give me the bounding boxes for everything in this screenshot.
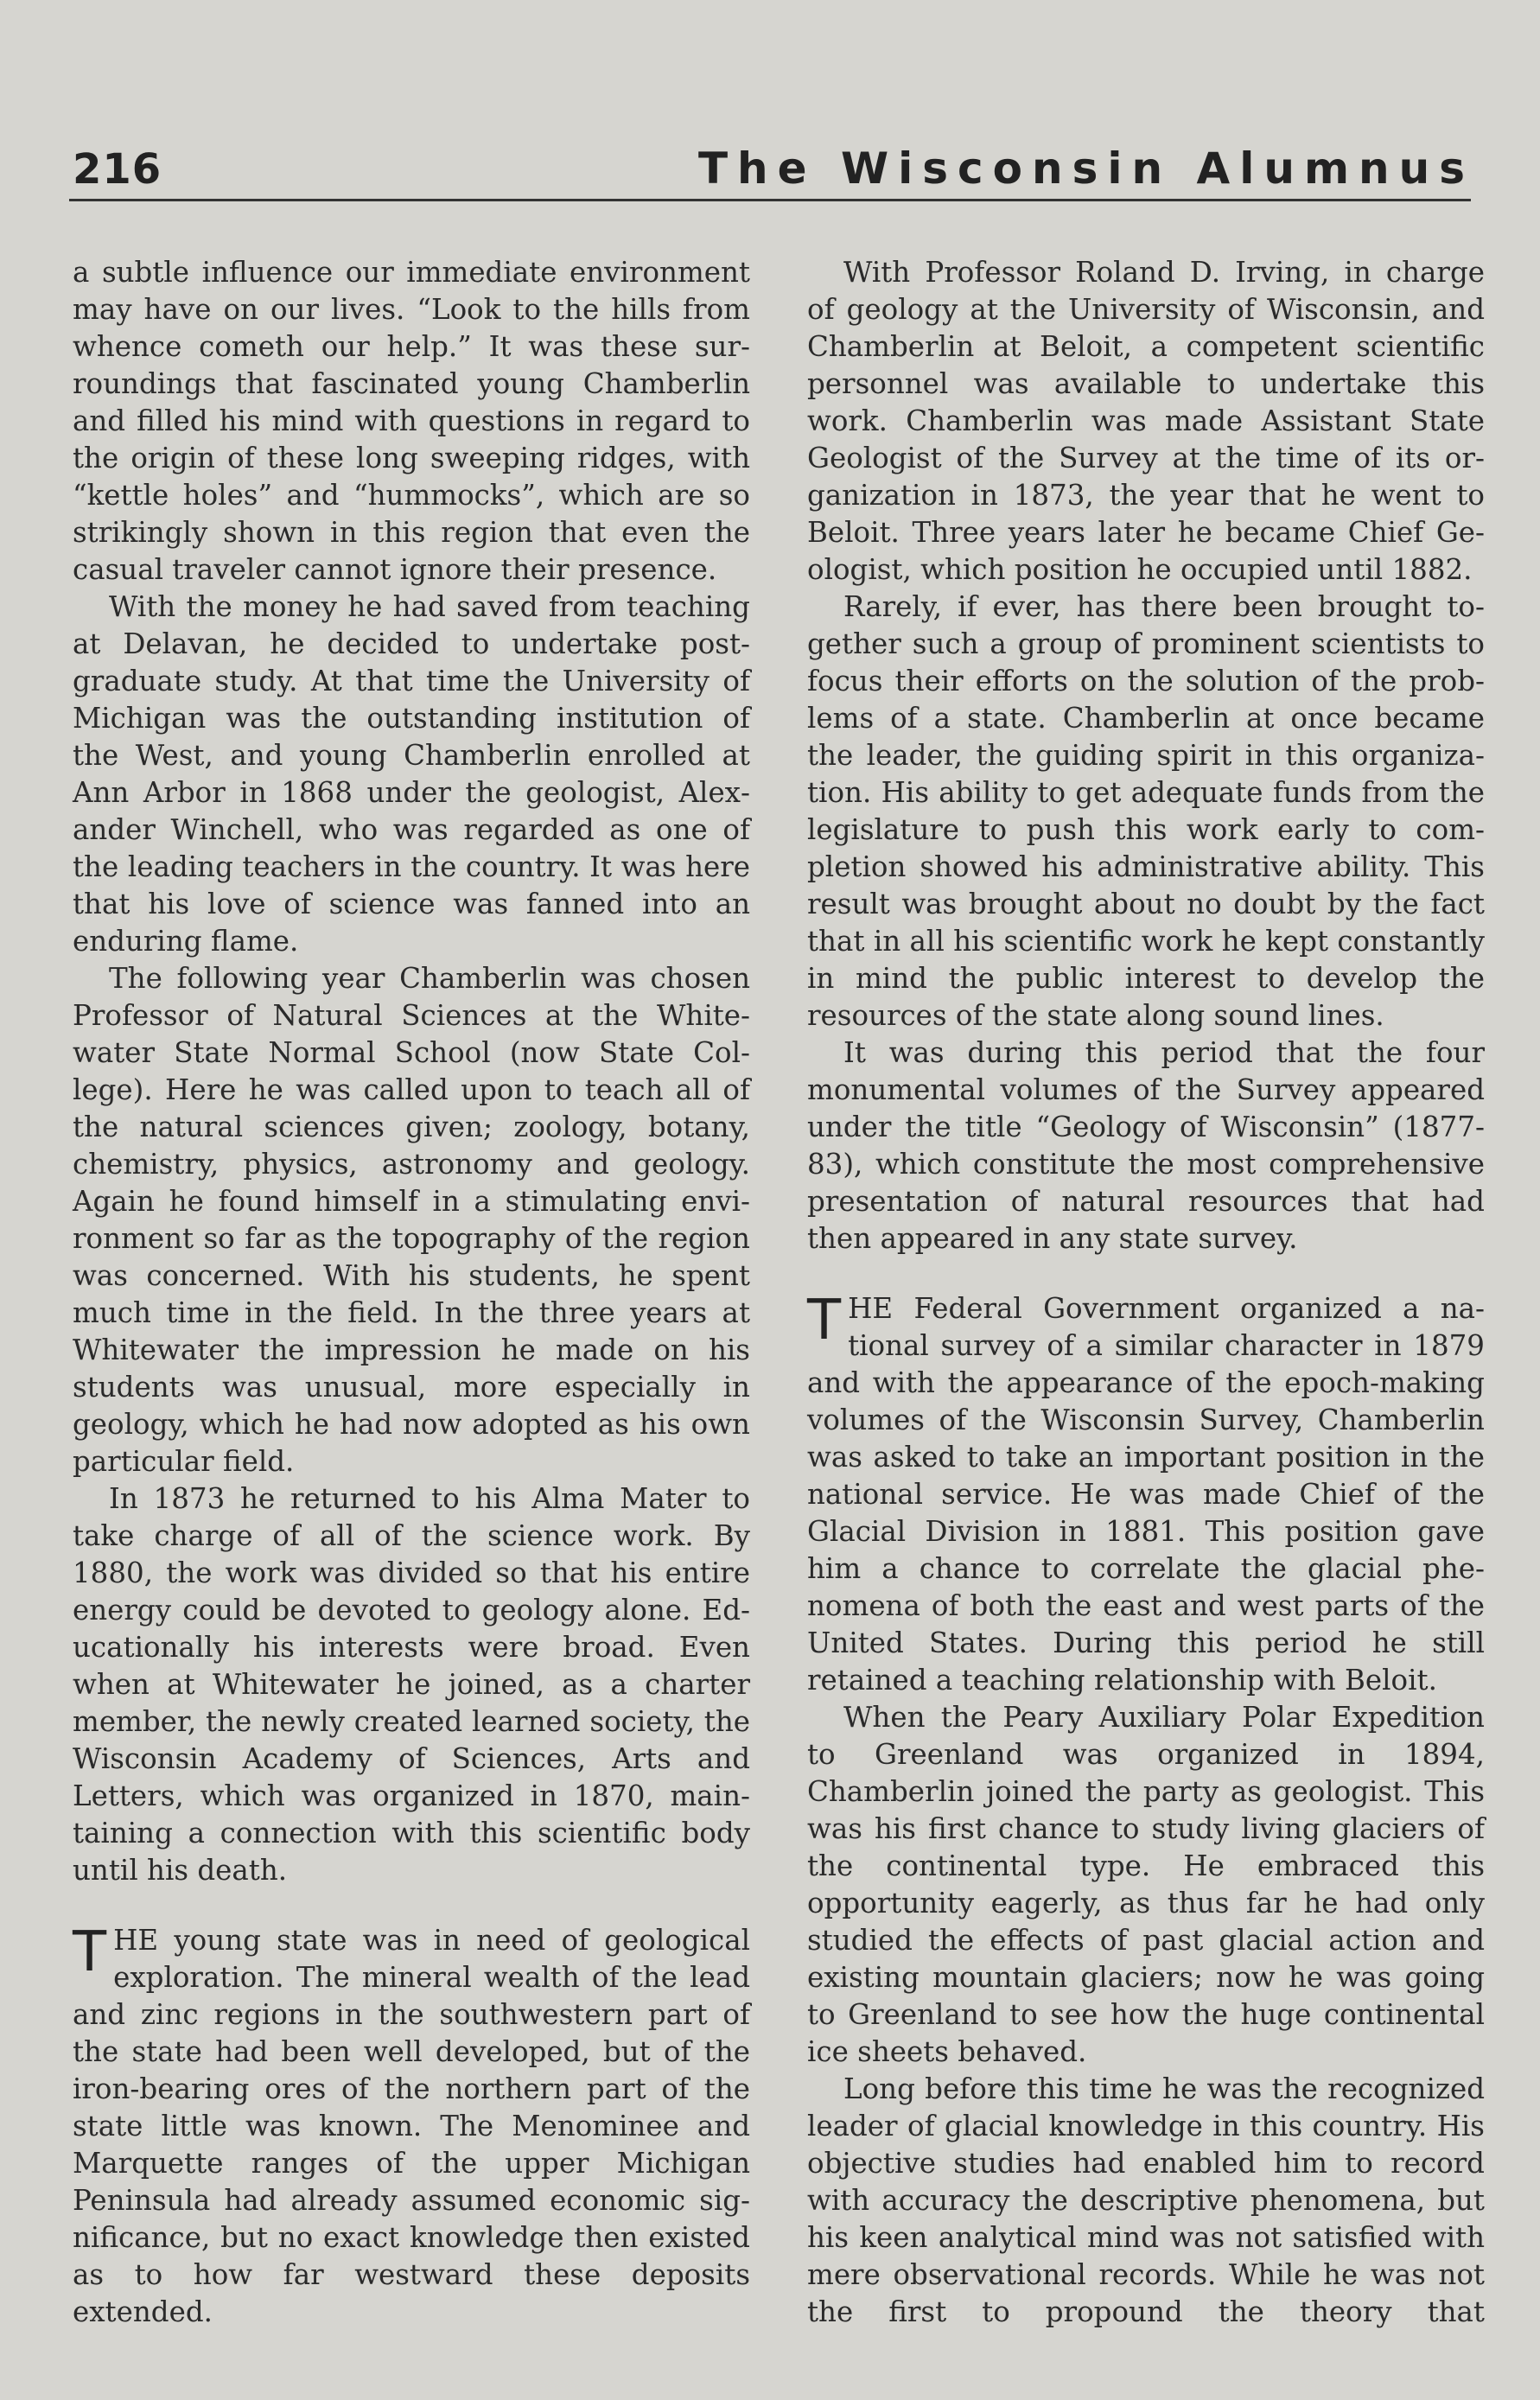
- paragraph-text: HE Federal Government organized a national survey of a similar character in 1879 and with the appearance of the epoch-making volumes of the Wisconsin Survey, Chamberlin was asked to take an important position in the national service. He was made Chief of the Glacial Division in 1881. This position gave him a chance to correlate the glacial phenomena of both the east and west parts of the United States. During this period he still retained a teaching relationship with Beloit.: [807, 1292, 1485, 1697]
- paragraph: Long before this time he was the recognized leader of glacial knowledge in this country. His objective studies had enabled him to record with accuracy the descriptive phenomena, but his keen analytical mind was not satisfied with mere observational records. While he was not the first to propound the theory that: [807, 2072, 1485, 2328]
- paragraph: It was during this period that the four monumental volumes of the Survey appeared under the title “Geology of Wisconsin” (1877-83), which constitute the most comprehensive presentation of natural resources that had then appeared in any state survey.: [807, 1036, 1485, 1255]
- paragraph: Rarely, if ever, has there been brought together such a group of prominent scientists to focus their efforts on the solution of the problems of a state. Chamberlin at once became the leader, the guiding spirit in this organization. His ability to get adequate funds from the legislature to push this work early to completion showed his administrative ability. This result was brought about no doubt by the fact that in all his scientific work he kept constantly in mind the public interest to develop the resources of the state along sound lines.: [807, 590, 1485, 1032]
- left-column: [73, 254, 750, 2331]
- drop-cap: T: [807, 1289, 842, 1353]
- paragraph: When the Peary Auxiliary Polar Expedition to Greenland was organized in 1894, Chamberlin joined the party as geologist. This was his first chance to study living glaciers of the continental type. He embraced this opportunity eagerly, as thus far he had only studied the effects of past glacial action and existing mountain glaciers; now he was going to Greenland to see how the huge continental ice sheets behaved.: [807, 1701, 1485, 2068]
- paragraph-text: HE young state was in need of geological exploration. The mineral wealth of the lead and zinc regions in the southwestern part of the state had been well developed, but of the iron-bearing ores of the northern part of the state little was known. The Menominee and Marquette ranges of the upper Michigan Peninsula had already assumed economic significance, but no exact knowledge then existed as to how far westward these deposits extended.: [73, 1924, 750, 2328]
- header-rule: [69, 199, 1471, 201]
- section-paragraph: [807, 1290, 1485, 1699]
- drop-cap: T: [73, 1920, 107, 1984]
- paragraph: a subtle influence our immediate environment may have on our lives. “Look to the hills from whence cometh our help.” It was these surroundings that fascinated young Chamberlin and filled his mind with questions in regard to the origin of these long sweeping ridges, with “kettle holes” and “hummocks”, which are so strikingly shown in this region that even the casual traveler cannot ignore their presence.: [73, 256, 750, 586]
- magazine-title: The Wisconsin Alumnus: [697, 143, 1474, 194]
- section-paragraph: [73, 1922, 750, 2331]
- paragraph: The following year Chamberlin was chosen Professor of Natural Sciences at the Whitewater State Normal School (now State College). Here he was called upon to teach all of the natural sciences given; zoology, botany, chemistry, physics, astronomy and geology. Again he found himself in a stimulating environment so far as the topography of the region was concerned. With his students, he spent much time in the field. In the three years at Whitewater the impression he made on his students was unusual, more especially in geology, which he had now adopted as his own particular field.: [73, 962, 750, 1478]
- right-column: [807, 254, 1485, 2331]
- paragraph: With Professor Roland D. Irving, in charge of geology at the University of Wisconsin, and Chamberlin at Beloit, a competent scientific personnel was available to undertake this work. Chamberlin was made Assistant State Geologist of the Survey at the time of its organization in 1873, the year that he went to Beloit. Three years later he became Chief Geologist, which position he occupied until 1882.: [807, 256, 1485, 586]
- page-number: 216: [73, 145, 162, 194]
- paragraph: With the money he had saved from teaching at Delavan, he decided to undertake postgraduate study. At that time the University of Michigan was the outstanding institution of the West, and young Chamberlin enrolled at Ann Arbor in 1868 under the geologist, Alexander Winchell, who was regarded as one of the leading teachers in the country. It was here that his love of science was fanned into an enduring flame.: [73, 590, 750, 958]
- paragraph: In 1873 he returned to his Alma Mater to take charge of all of the science work. By 1880, the work was divided so that his entire energy could be devoted to geology alone. Educationally his interests were broad. Even when at Whitewater he joined, as a charter member, the newly created learned society, the Wisconsin Academy of Sciences, Arts and Letters, which was organized in 1870, maintaining a connection with this scientific body until his death.: [73, 1482, 750, 1887]
